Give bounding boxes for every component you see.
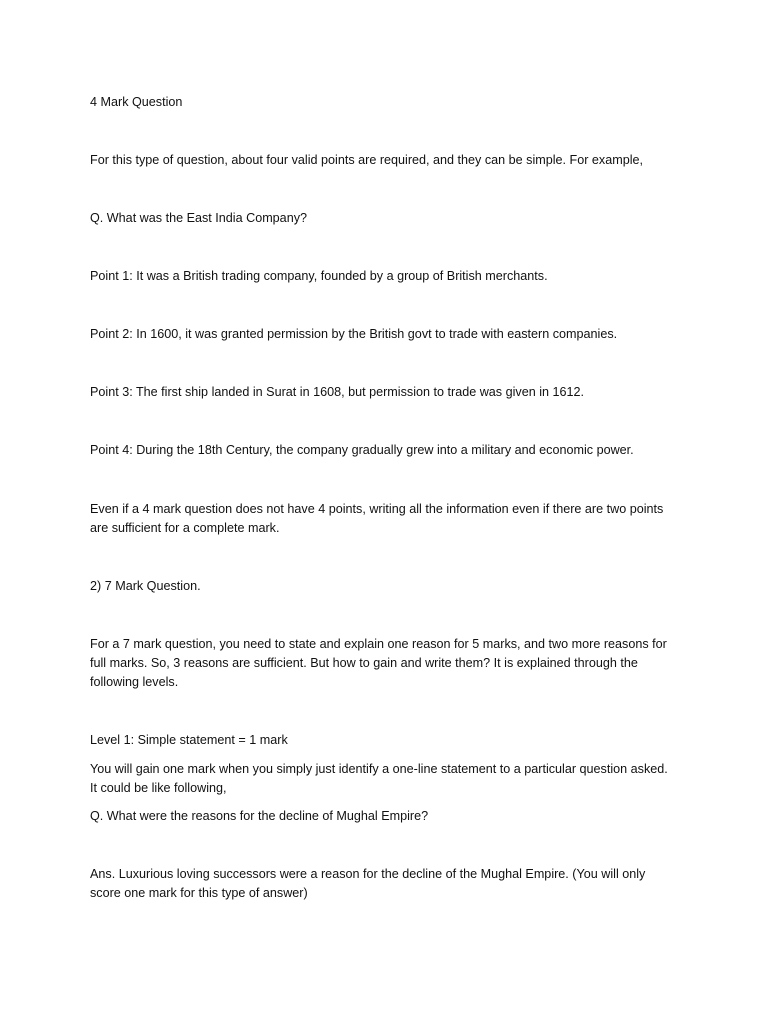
level-one-desc-line-1: You will gain one mark when you simply just identify a one-line statement to a particular question asked. — [90, 762, 668, 776]
point-3: Point 3: The first ship landed in Surat in 1608, but permission to trade was given in 1612. — [90, 385, 585, 399]
point-4: Point 4: During the 18th Century, the company gradually grew into a military and economic power. — [90, 443, 634, 457]
intro-seven-mark-line-2: full marks. So, 3 reasons are sufficient. But how to gain and write them? It is explained through the — [90, 656, 638, 670]
point-2: Point 2: In 1600, it was granted permission by the British govt to trade with eastern companies. — [90, 327, 618, 341]
level-one-heading: Level 1: Simple statement = 1 mark — [90, 733, 288, 747]
note-line-1: Even if a 4 mark question does not have 4 points, writing all the information even if there are two points — [90, 502, 664, 516]
intro-seven-mark-line-1: For a 7 mark question, you need to state and explain one reason for 5 marks, and two more reasons for — [90, 637, 667, 651]
heading-seven-mark-question: 2) 7 Mark Question. — [90, 579, 201, 593]
level-one-desc-line-2: It could be like following, — [90, 781, 227, 795]
heading-four-mark-question: 4 Mark Question — [90, 95, 183, 109]
answer-line-2: score one mark for this type of answer) — [90, 886, 308, 900]
point-1: Point 1: It was a British trading company, founded by a group of British merchants. — [90, 269, 548, 283]
intro-seven-mark-line-3: following levels. — [90, 675, 179, 689]
answer-line-1: Ans. Luxurious loving successors were a reason for the decline of the Mughal Empire. (You will only — [90, 867, 646, 881]
note-line-2: are sufficient for a complete mark. — [90, 521, 280, 535]
intro-four-mark: For this type of question, about four valid points are required, and they can be simple. For example, — [90, 153, 644, 167]
question-mughal-empire: Q. What were the reasons for the decline of Mughal Empire? — [90, 809, 429, 823]
question-east-india-company: Q. What was the East India Company? — [90, 211, 307, 225]
